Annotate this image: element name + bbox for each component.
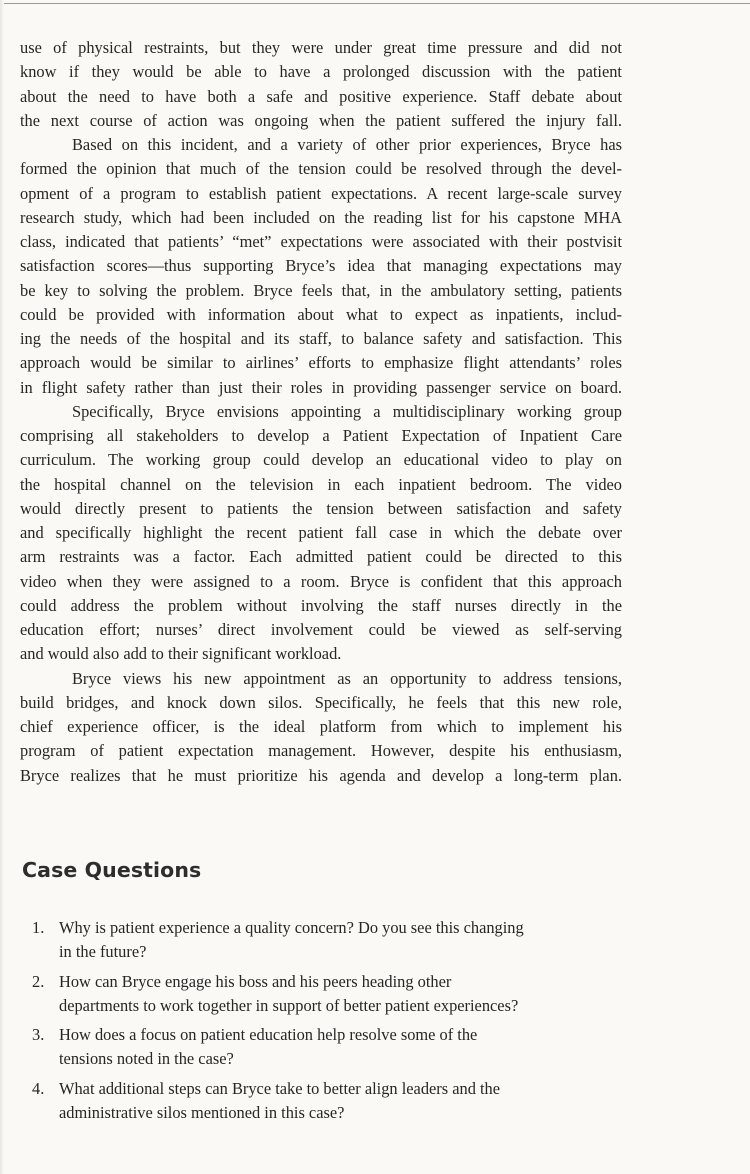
- question-number: 4.: [32, 1078, 45, 1098]
- question-number: 2.: [32, 971, 45, 991]
- top-rule: [0, 3, 750, 4]
- text-line: be key to solving the problem. Bryce feels that, in the ambulatory setting, patients: [20, 280, 622, 300]
- paragraph-1: [20, 36, 622, 133]
- page-gutter-shadow: [0, 0, 4, 1174]
- text-line: and would also add to their significant workload.: [20, 644, 342, 664]
- text-line: the next course of action was ongoing when the patient suffered the injury fall.: [20, 110, 622, 130]
- question-line: Why is patient experience a quality concern? Do you see this changing: [59, 918, 524, 937]
- text-line: chief experience officer, is the ideal platform from which to implement his: [20, 717, 622, 736]
- text-line: program of patient expectation management. However, despite his enthusiasm,: [20, 741, 622, 761]
- text-line: video when they were assigned to a room. Bryce is confident that this approach: [20, 571, 622, 591]
- question-line: tensions noted in the case?: [59, 1049, 234, 1069]
- text-line: could be provided with information about what to expect as inpatients, includ-: [20, 304, 622, 324]
- text-line: opment of a program to establish patient expectations. A recent large-scale survey: [20, 183, 622, 203]
- question-line: administrative silos mentioned in this case?: [59, 1102, 345, 1122]
- text-line: satisfaction scores—thus supporting Bryce’s idea that managing expectations may: [20, 256, 622, 276]
- text-line: formed the opinion that much of the tension could be resolved through the devel-: [20, 159, 622, 179]
- question-number: 3.: [32, 1025, 45, 1044]
- question-line: What additional steps can Bryce take to better align leaders and the: [59, 1078, 501, 1098]
- text-line: approach would be similar to airlines’ efforts to emphasize flight attendants’ roles: [20, 353, 622, 373]
- question-line: How can Bryce engage his boss and his peers heading other: [59, 971, 452, 991]
- text-line: use of physical restraints, but they were under great time pressure and did not: [20, 38, 622, 57]
- text-line: and specifically highlight the recent patient fall case in which the debate over: [20, 523, 622, 542]
- text-line: would directly present to patients the tension between satisfaction and safety: [20, 498, 622, 518]
- text-line: know if they would be able to have a prolonged discussion with the patient: [20, 62, 622, 82]
- question-line: departments to work together in support of better patient experiences?: [59, 995, 519, 1015]
- text-line: comprising all stakeholders to develop a Patient Expectation of Inpatient Care: [20, 426, 622, 445]
- case-question: [32, 1077, 622, 1126]
- question-line: in the future?: [59, 942, 147, 962]
- text-line: research study, which had been included on the reading list for his capstone MHA: [20, 207, 622, 227]
- text-line: ing the needs of the hospital and its staff, to balance safety and satisfaction. This: [20, 329, 622, 348]
- text-line: about the need to have both a safe and positive experience. Staff debate about: [20, 86, 622, 106]
- text-line: Based on this incident, and a variety of other prior experiences, Bryce has: [72, 135, 622, 154]
- text-line: the hospital channel on the television in each inpatient bedroom. The video: [20, 474, 622, 494]
- text-line: in flight safety rather than just their roles in providing passenger service on board.: [20, 377, 622, 397]
- paragraph-3: [20, 400, 622, 667]
- text-line: Bryce realizes that he must prioritize his agenda and develop a long-term plan.: [20, 765, 622, 785]
- text-line: could address the problem without involving the staff nurses directly in the: [20, 595, 622, 615]
- case-questions-heading: Case Questions: [22, 858, 202, 882]
- case-question: [32, 970, 622, 1019]
- text-line: Bryce views his new appointment as an opportunity to address tensions,: [72, 668, 622, 688]
- question-number: 1.: [32, 918, 45, 937]
- question-line: How does a focus on patient education help resolve some of the: [59, 1025, 478, 1044]
- paragraph-4: [20, 667, 622, 788]
- text-line: curriculum. The working group could develop an educational video to play on: [20, 450, 622, 470]
- text-line: class, indicated that patients’ “met” expectations were associated with their postvisit: [20, 232, 622, 251]
- case-question: [32, 1023, 622, 1072]
- case-questions-list: [32, 916, 622, 1130]
- paragraph-2: [20, 133, 622, 400]
- text-line: Specifically, Bryce envisions appointing a multidisciplinary working group: [72, 401, 622, 421]
- text-line: build bridges, and knock down silos. Specifically, he feels that this new role,: [20, 692, 622, 712]
- case-question: [32, 916, 622, 965]
- text-line: education effort; nurses’ direct involvement could be viewed as self-serving: [20, 620, 622, 639]
- body-text: [20, 36, 622, 788]
- text-line: arm restraints was a factor. Each admitted patient could be directed to this: [20, 547, 622, 567]
